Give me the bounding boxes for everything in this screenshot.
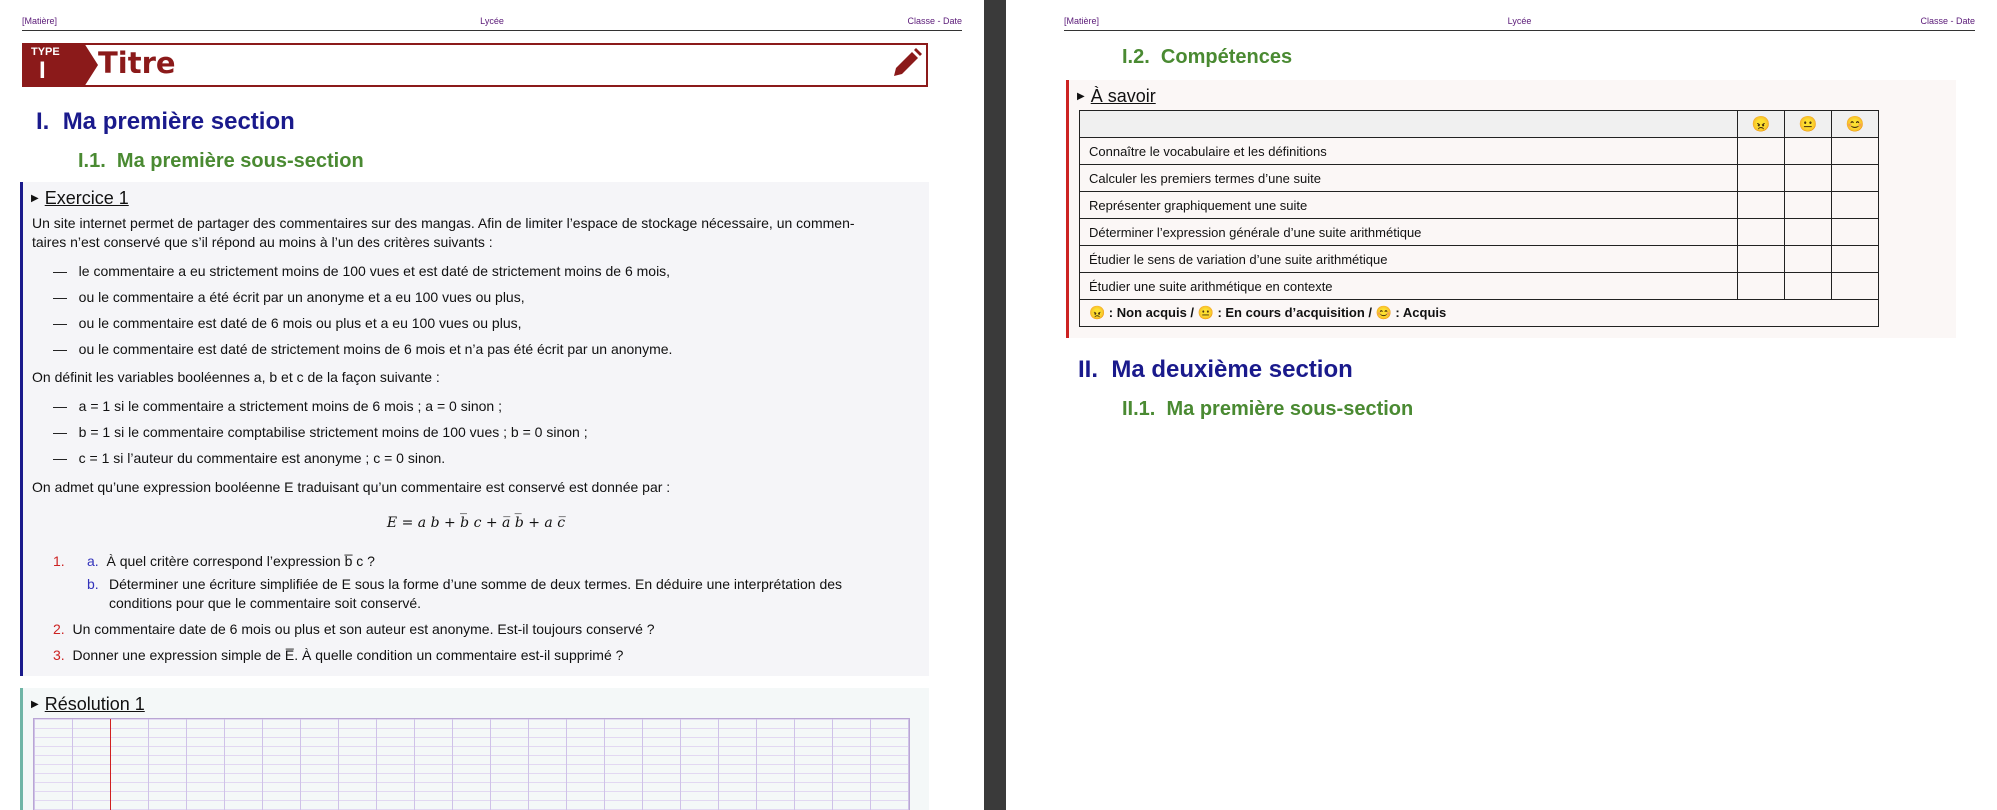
checkbox-cell[interactable] — [1832, 246, 1879, 273]
section-number: II. — [1078, 356, 1099, 383]
table-row — [1080, 192, 1879, 219]
header-subject: [Matière] — [22, 16, 58, 26]
table-row — [1080, 165, 1879, 192]
subsection-heading — [1122, 46, 1292, 69]
subsection-title: Ma première sous-section — [1166, 398, 1414, 420]
triangle-icon: ▶ — [31, 193, 39, 204]
checkbox-cell[interactable] — [1785, 192, 1832, 219]
list-item: — b = 1 si le commentaire comptabilise strictement moins de 100 vues ; b = 0 sinon ; — [53, 424, 588, 440]
subsection-title: Ma première sous-section — [116, 150, 364, 172]
header-subject: [Matière] — [1064, 16, 1100, 26]
page-header — [1064, 16, 1975, 31]
header-class-date: Classe - Date — [907, 16, 962, 26]
page-left — [0, 0, 984, 810]
not-acquired-icon: 😠 — [1738, 111, 1785, 138]
section-title: Ma deuxième section — [1111, 356, 1353, 383]
skill-label: Représenter graphiquement une suite — [1080, 192, 1738, 219]
list-item: — ou le commentaire est daté de 6 mois ou plus et a eu 100 vues ou plus, — [53, 315, 522, 331]
question-1b: Déterminer une écriture simplifiée de E sous la forme d’une somme de deux termes. En déduire une interprétation des conditions pour que le commentaire soit conservé. — [109, 576, 843, 611]
table-row — [1080, 273, 1879, 300]
skills-table — [1079, 110, 1879, 327]
question-1a: a. À quel critère correspond l’expression b̅ c ? — [87, 553, 375, 569]
grid-paper[interactable] — [33, 718, 910, 810]
checkbox-cell[interactable] — [1738, 246, 1785, 273]
vars-list — [53, 397, 588, 475]
header-school: Lycée — [480, 16, 504, 26]
section-heading — [36, 108, 295, 136]
exercise-box — [20, 182, 929, 676]
margin-line — [110, 719, 111, 810]
checkbox-cell[interactable] — [1832, 273, 1879, 300]
type-badge — [22, 43, 84, 87]
skills-header-label — [1080, 111, 1738, 138]
section-title: Ma première section — [62, 108, 295, 135]
list-item: — ou le commentaire est daté de strictement moins de 6 mois et n’a pas été écrit par un anonyme. — [53, 341, 673, 357]
checkbox-cell[interactable] — [1738, 165, 1785, 192]
checkbox-cell[interactable] — [1785, 219, 1832, 246]
acquired-icon: 😊 — [1832, 111, 1879, 138]
subsection-heading — [78, 150, 364, 173]
section-heading — [1078, 356, 1353, 384]
page-title: Titre — [98, 46, 176, 80]
type-number: I — [39, 57, 46, 84]
checkbox-cell[interactable] — [1785, 273, 1832, 300]
checkbox-cell[interactable] — [1785, 246, 1832, 273]
expr-intro: On admet qu’une expression booléenne E traduisant qu’un commentaire est conservé est donnée par : — [32, 479, 671, 495]
page-right — [1006, 0, 1997, 810]
list-item: — le commentaire a eu strictement moins de 100 vues et est daté de strictement moins de 6 mois, — [53, 263, 671, 279]
skills-box — [1066, 80, 1956, 338]
triangle-icon: ▶ — [31, 699, 39, 710]
checkbox-cell[interactable] — [1738, 138, 1785, 165]
skill-label: Calculer les premiers termes d’une suite — [1080, 165, 1738, 192]
in-progress-icon: 😐 — [1785, 111, 1832, 138]
checkbox-cell[interactable] — [1832, 138, 1879, 165]
table-header-row — [1080, 111, 1879, 138]
vars-intro: On définit les variables booléennes a, b et c de la façon suivante : — [32, 369, 440, 385]
criteria-list — [53, 262, 672, 366]
pencil-icon — [888, 46, 924, 82]
exercise-title: ▶ Exercice 1 — [31, 188, 129, 208]
skill-label: Étudier le sens de variation d’une suite arithmétique — [1080, 246, 1738, 273]
checkbox-cell[interactable] — [1738, 273, 1785, 300]
table-row — [1080, 138, 1879, 165]
subsection-number: I.2. — [1122, 46, 1150, 68]
checkbox-cell[interactable] — [1738, 192, 1785, 219]
skills-legend: 😠 : Non acquis / 😐 : En cours d’acquisition / 😊 : Acquis — [1080, 300, 1879, 327]
list-item: — a = 1 si le commentaire a strictement moins de 6 mois ; a = 0 sinon ; — [53, 398, 502, 414]
exercise-intro: Un site internet permet de partager des commentaires sur des mangas. Afin de limiter l’espace de stockage nécessaire, un commen- taires n’est conservé que s’il répond au moins à l’un des critères suivants : — [32, 215, 855, 250]
subsection-number: I.1. — [78, 150, 106, 172]
resolution-box — [20, 688, 929, 810]
list-item: — c = 1 si l’auteur du commentaire est anonyme ; c = 0 sinon. — [53, 450, 446, 466]
question-number: 1. — [53, 553, 65, 569]
skill-label: Connaître le vocabulaire et les définitions — [1080, 138, 1738, 165]
checkbox-cell[interactable] — [1785, 165, 1832, 192]
checkbox-cell[interactable] — [1832, 219, 1879, 246]
subsection-number: II.1. — [1122, 398, 1156, 420]
resolution-title: ▶ Résolution 1 — [31, 694, 145, 714]
skill-label: Étudier une suite arithmétique en contexte — [1080, 273, 1738, 300]
skills-title: ▶ À savoir — [1077, 86, 1156, 106]
header-class-date: Classe - Date — [1920, 16, 1975, 26]
question-1b-label: b. — [87, 576, 99, 592]
question-1 — [53, 552, 65, 571]
skill-label: Déterminer l’expression générale d’une suite arithmétique — [1080, 219, 1738, 246]
type-label: TYPE — [31, 46, 60, 58]
table-row — [1080, 219, 1879, 246]
page-header — [22, 16, 962, 31]
table-legend-row — [1080, 300, 1879, 327]
question-2: 2. Un commentaire date de 6 mois ou plus et son auteur est anonyme. Est-il toujours conservé ? — [53, 621, 655, 637]
list-item: — ou le commentaire a été écrit par un anonyme et a eu 100 vues ou plus, — [53, 289, 525, 305]
formula: E = a b + b̅ c + a̅ b̅ + a c̅ — [386, 515, 566, 531]
section-number: I. — [36, 108, 50, 135]
checkbox-cell[interactable] — [1738, 219, 1785, 246]
checkbox-cell[interactable] — [1785, 138, 1832, 165]
table-row — [1080, 246, 1879, 273]
subsection-title: Compétences — [1160, 46, 1293, 68]
subsection-heading — [1122, 398, 1413, 421]
header-school: Lycée — [1507, 16, 1532, 26]
checkbox-cell[interactable] — [1832, 165, 1879, 192]
checkbox-cell[interactable] — [1832, 192, 1879, 219]
question-3: 3. Donner une expression simple de E̅. À quelle condition un commentaire est-il supprimé ? — [53, 647, 624, 663]
triangle-icon: ▶ — [1077, 91, 1085, 102]
title-banner — [22, 43, 928, 87]
